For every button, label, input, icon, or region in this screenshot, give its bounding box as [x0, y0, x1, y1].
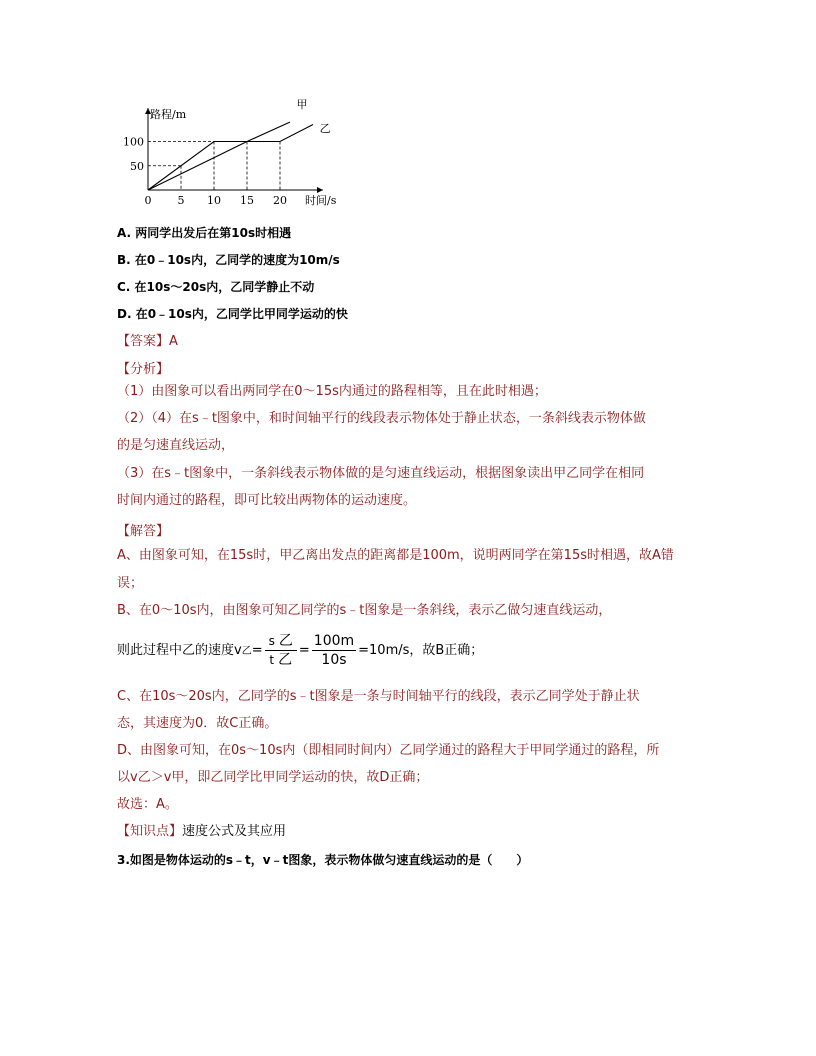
- knowledge-value: 速度公式及其应用: [182, 824, 287, 839]
- y-tick-50: 50: [130, 159, 144, 173]
- x-tick-20: 20: [273, 194, 287, 207]
- option-a: A. 两同学出发后在第10s时相遇: [117, 226, 292, 240]
- analysis-line-2: （2）（4）在s﹣t图象中，和时间轴平行的线段表示物体处于静止状态，一条斜线表示物体做: [117, 411, 646, 426]
- solution-label: 【解答】: [117, 524, 170, 539]
- option-c: C. 在10s～20s内，乙同学静止不动: [117, 280, 315, 294]
- question-3: 3.如图是物体运动的s﹣t，v﹣t图象，表示物体做匀速直线运动的是（ ）: [117, 853, 529, 867]
- answer-row: [117, 330, 178, 349]
- solution-d-line-2: 以v乙＞v甲，即乙同学比甲同学运动的快，故D正确；: [117, 770, 429, 785]
- y-tick-100: 100: [123, 135, 144, 149]
- answer-value: A: [169, 334, 178, 349]
- series-label-1: 甲: [296, 98, 308, 111]
- series-line-1: [148, 122, 290, 190]
- fraction-s-over-t: [265, 632, 297, 669]
- formula-suffix: =10m/s，故B正确；: [358, 643, 484, 658]
- analysis-label: 【分析】: [117, 362, 170, 377]
- distance-time-chart: [112, 94, 337, 216]
- solution-c-line-1: C、在10s～20s内，乙同学的s﹣t图象是一条与时间轴平行的线段，表示乙同学处于静止状: [117, 689, 640, 704]
- x-tick-15: 15: [240, 194, 254, 207]
- knowledge-label: 【知识点】: [117, 824, 183, 839]
- solution-choose: 故选：A。: [117, 797, 178, 812]
- analysis-line-4: （3）在s﹣t图象中，一条斜线表示物体做的是匀速直线运动，根据图象读出甲乙同学在相同: [117, 466, 645, 481]
- x-tick-0: 0: [144, 194, 152, 207]
- solution-d-line-1: D、由图象可知，在0s～10s内（即相同时间内）乙同学通过的路程大于甲同学通过的路程，所: [117, 743, 660, 758]
- formula-eq-2: =: [298, 643, 310, 658]
- formula-prefix-sub: 乙: [241, 646, 252, 657]
- x-axis-title: 时间/s: [305, 194, 337, 207]
- option-d: D. 在0﹣10s内，乙同学比甲同学运动的快: [117, 307, 348, 321]
- fraction-value-numerator: 100m: [313, 633, 355, 649]
- solution-a-line-2: 误；: [117, 576, 144, 591]
- x-tick-5: 5: [177, 194, 185, 207]
- answer-label: 【答案】: [117, 334, 170, 349]
- chart-svg: [112, 94, 337, 216]
- solution-c-line-2: 态，其速度为0．故C正确。: [117, 716, 278, 731]
- formula-eq-1: =: [251, 643, 263, 658]
- fraction-s-numerator: s 乙: [265, 632, 297, 651]
- x-tick-10: 10: [207, 194, 221, 207]
- analysis-line-5: 时间内通过的路程，即可比较出两物体的运动速度。: [117, 493, 417, 508]
- analysis-line-3: 的是匀速直线运动，: [117, 438, 235, 453]
- analysis-line-1: （1）由图象可以看出两同学在0～15s内通过的路程相等，且在此时相遇；: [117, 384, 547, 399]
- x-axis-arrow: [317, 187, 323, 193]
- fraction-values: [312, 632, 356, 669]
- option-b: B. 在0﹣10s内，乙同学的速度为10m/s: [117, 253, 340, 267]
- series-line-2: [148, 125, 313, 190]
- series-label-2: 乙: [319, 122, 331, 135]
- y-axis-title: 路程/m: [150, 108, 187, 121]
- fraction-t-denominator: t 乙: [269, 652, 293, 668]
- formula-prefix: 则此过程中乙的速度v: [117, 643, 242, 658]
- solution-b-line-1: B、在0～10s内，由图象可知乙同学的s﹣t图象是一条斜线，表示乙做匀速直线运动，: [117, 603, 612, 618]
- fraction-value-denominator: 10s: [321, 652, 347, 668]
- solution-a-line-1: A、由图象可知，在15s时，甲乙离出发点的距离都是100m，说明两同学在第15s时相遇，故A错: [117, 548, 674, 563]
- solution-b-line-2: [117, 632, 483, 670]
- knowledge-row: [117, 822, 286, 842]
